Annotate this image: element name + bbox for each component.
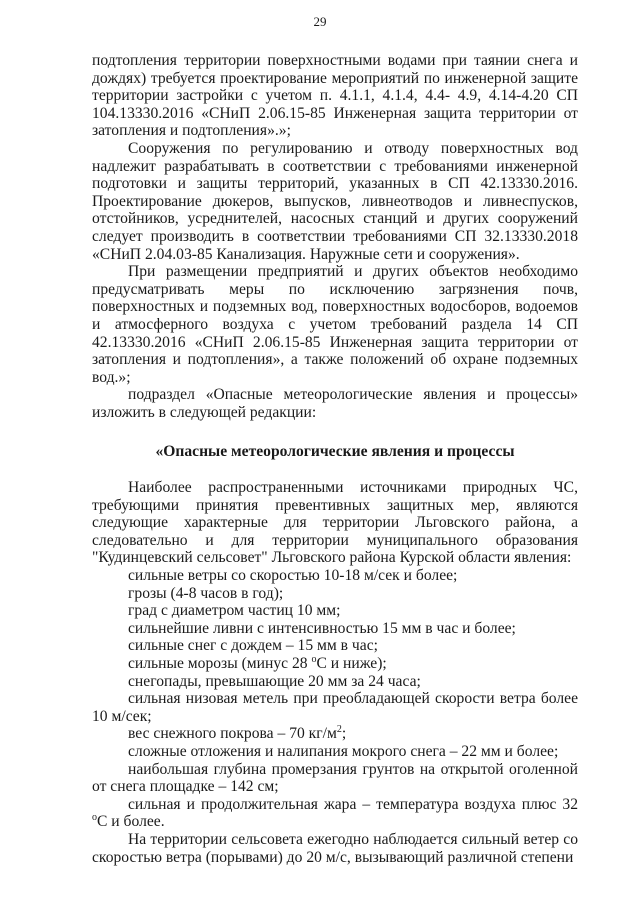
section-heading: «Опасные метеорологические явления и процессы — [155, 443, 515, 461]
page-number: 29 — [313, 14, 327, 29]
snow-weight-text-end: ; — [341, 725, 347, 743]
hazard-item-wind: сильные ветры со скоростью 10-18 м/сек и более; — [128, 567, 458, 585]
degree-sign: о — [92, 812, 97, 824]
paragraph-pollution-prevention: При размещении предприятий и других объектов необходимо предусматривать меры по исключению загрязнения почв, поверхностных и подземных вод, поверхностных водосборов, водоемов и атмосферного воздуха с учетом требований раздела 14 СП 42.13330.2016 «СНиП 2.06.15-85 Инженерная защита территории от затопления и подтопления», а также положений об охране подземных вод.»; — [92, 263, 578, 386]
hazard-item-snowfall: снегопады, превышающие 20 мм за 24 часа; — [128, 672, 421, 690]
hazard-item-snow-weight — [92, 725, 578, 743]
hazard-item-rain: сильнейшие ливни с интенсивностью 15 мм в час и более; — [128, 619, 516, 637]
hazard-item-icing: сложные отложения и налипания мокрого снега – 22 мм и более; — [128, 742, 559, 760]
hazard-item-frozen-ground: наибольшая глубина промерзания грунтов на открытой оголенной от снега площадке – 142 см; — [92, 760, 578, 796]
hazard-item-heat — [92, 796, 578, 831]
hazard-item-storms: грозы (4-8 часов в год); — [128, 584, 284, 602]
paragraph-surface-water-structures: Сооружения по регулированию и отводу поверхностных вод надлежит разрабатывать в соответствии с требованиями инженерной подготовки и защиты территорий, указанных в СП 42.13330.2016. Проектирование дюкеров, выпусков, ливнеотводов и ливнеспусков, отстойников, усреднителей, насосных станций и других сооружений следует производить в соответствии требованиями СП 32.13330.2018 «СНиП 2.04.03-85 Канализация. Наружные сети и сооружения». — [92, 139, 578, 263]
frost-text: сильные морозы (минус 28 — [128, 655, 312, 672]
superscript-two: 2 — [336, 724, 342, 736]
paragraph-wind-observation: На территории сельсовета ежегодно наблюдается сильный ветер со скоростью ветра (порывами) до 20 м/с, вызывающий различной степени — [92, 830, 578, 866]
paragraph-flooding-continuation: подтопления территории поверхностными водами при таянии снега и дождях) требуется проектирование мероприятий по инженерной защите территории застройки с учетом п. 4.1.1, 4.1.4, 4.4- 4.9, 4.14-4.20 СП 104.13330.2016 «СНиП 2.06.15-85 Инженерная защита территории от затопления и подтопления».»; — [92, 52, 578, 140]
hazard-item-hail: град с диаметром частиц 10 мм; — [128, 602, 341, 620]
paragraph-subsection-instruction: подраздел «Опасные метеорологические явления и процессы» изложить в следующей редакции: — [92, 386, 578, 421]
hazard-item-frost — [92, 655, 578, 673]
frost-text-end: С и ниже); — [316, 655, 387, 672]
paragraph-hazard-intro: Наиболее распространенными источниками природных ЧС, требующими принятия превентивных защитных мер, являются следующие характерные для территории Льговского района, а следовательно и для территории муниципального образования "Кудинцевский сельсовет" Льговского района Курской области явления: — [92, 479, 578, 567]
degree-sign: о — [311, 653, 317, 665]
document-body — [92, 52, 578, 866]
heat-text-end: С и более. — [97, 813, 165, 831]
hazard-item-snow-rain: сильные снег с дождем – 15 мм в час; — [128, 637, 378, 655]
snow-weight-text: вес снежного покрова – 70 кг/м — [128, 725, 337, 743]
heat-text: сильная и продолжительная жара – температура воздуха плюс 32 — [128, 795, 578, 813]
hazard-item-blizzard: сильная низовая метель при преобладающей скорости ветра более 10 м/сек; — [92, 690, 578, 725]
